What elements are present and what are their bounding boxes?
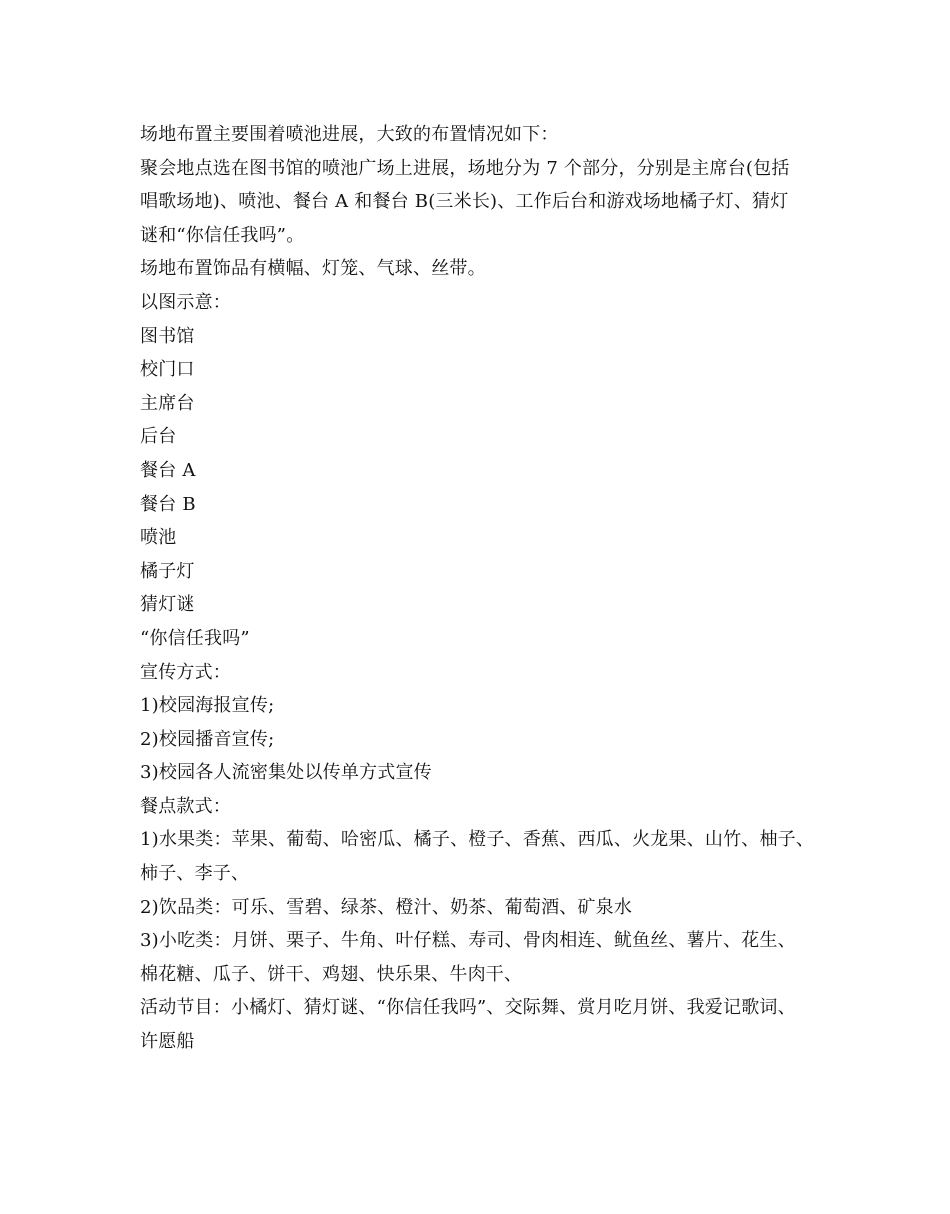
text-line: 宣传方式： [140, 661, 231, 683]
text-line: 柿子、李子、 [140, 863, 250, 885]
text-line: 猜灯谜 [140, 594, 195, 616]
text-line: “你信任我吗” [140, 627, 250, 649]
text-line: 图书馆 [140, 325, 195, 347]
text-line: 餐台 A [140, 459, 196, 481]
text-line: 许愿船 [140, 1031, 195, 1053]
text-line: 餐台 B [140, 493, 196, 515]
text-line: 喷池 [140, 527, 177, 549]
text-line: 棉花糖、瓜子、饼干、鸡翅、快乐果、牛肉干、 [140, 963, 523, 985]
text-line: 橘子灯 [140, 560, 195, 582]
text-line: 以图示意： [140, 291, 231, 313]
text-line: 3)校园各人流密集处以传单方式宣传 [140, 762, 432, 784]
text-line: 2)饮品类：可乐、雪碧、绿茶、橙汁、奶茶、葡萄酒、矿泉水 [140, 896, 633, 918]
text-line: 1)校园海报宣传; [140, 695, 275, 717]
text-line: 后台 [140, 426, 177, 448]
text-line: 谜和“你信任我吗”。 [140, 224, 305, 246]
text-line: 聚会地点选在图书馆的喷池广场上进展，场地分为 7 个部分，分别是主席台(包括 [140, 157, 790, 179]
text-line: 唱歌场地)、喷池、餐台 A 和餐台 B(三米长)、工作后台和游戏场地橘子灯、猜灯 [140, 191, 789, 213]
text-line: 场地布置主要围着喷池进展，大致的布置情况如下： [140, 124, 559, 145]
text-line: 2)校园播音宣传; [140, 728, 275, 750]
text-line: 活动节目：小橘灯、猜灯谜、“你信任我吗”、交际舞、赏月吃月饼、我爱记歌词、 [140, 997, 796, 1019]
text-line: 1)水果类：苹果、葡萄、哈密瓜、橘子、橙子、香蕉、西瓜、火龙果、山竹、柚子、 [140, 829, 815, 851]
text-line: 校门口 [140, 359, 195, 381]
text-line: 3)小吃类：月饼、栗子、牛角、叶仔糕、寿司、骨肉相连、鱿鱼丝、薯片、花生、 [140, 930, 796, 952]
text-line: 主席台 [140, 392, 195, 414]
text-line: 场地布置饰品有横幅、灯笼、气球、丝带。 [140, 258, 486, 280]
text-line: 餐点款式： [140, 795, 231, 817]
document-body [140, 118, 840, 1059]
